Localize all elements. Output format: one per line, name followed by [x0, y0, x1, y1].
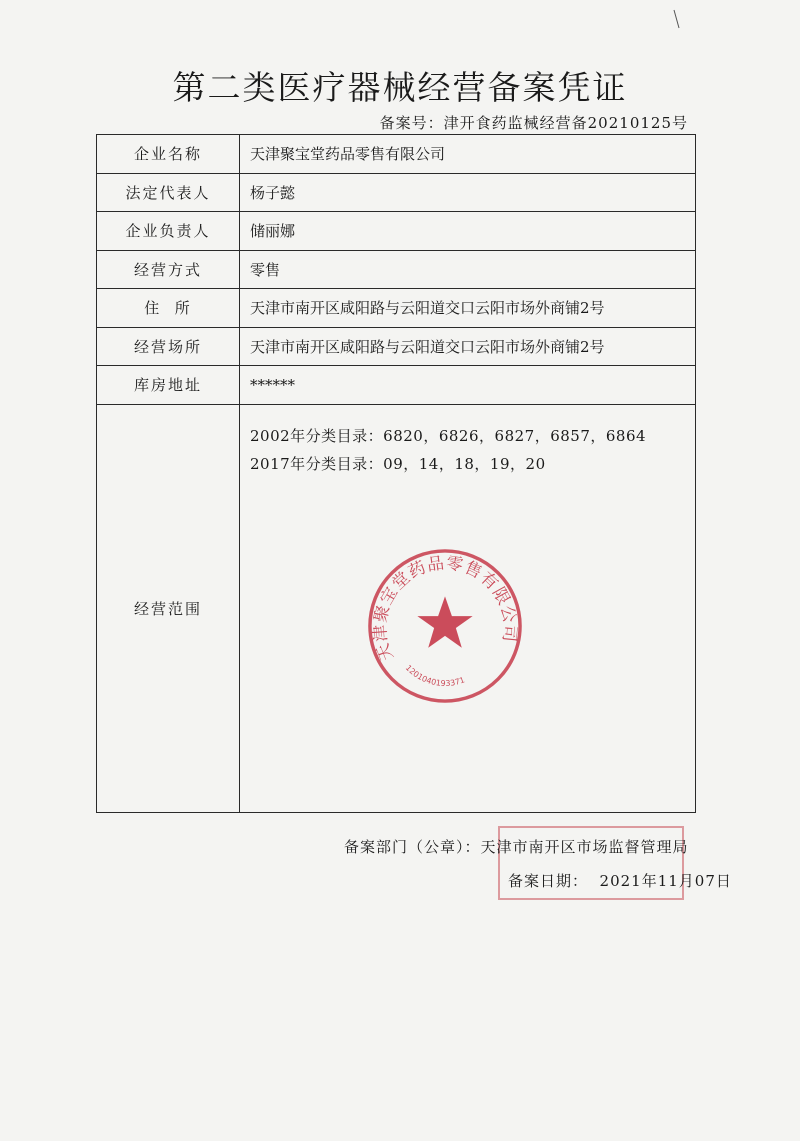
table-row: [97, 366, 696, 405]
table-row: [97, 212, 696, 251]
person-in-charge: 储丽娜: [240, 212, 696, 251]
warehouse-address: ******: [240, 366, 696, 405]
row-label: 经营场所: [97, 327, 240, 366]
row-label: 库房地址: [97, 366, 240, 405]
row-label: 经营方式: [97, 250, 240, 289]
document-title: 第二类医疗器械经营备案凭证: [172, 68, 628, 107]
row-label: 住 所: [97, 289, 240, 328]
scope-2002-line: 2002年分类目录：6820，6826，6827，6857，6864: [250, 426, 647, 445]
business-mode: 零售: [240, 250, 696, 289]
filing-date: 备案日期： 2021年11月07日: [508, 872, 732, 890]
table-row: [97, 289, 696, 328]
svg-text:1201040193371: [404, 663, 466, 688]
residence-address: 天津市南开区咸阳路与云阳道交口云阳市场外商铺2号: [240, 289, 696, 328]
info-table: [96, 134, 696, 813]
row-label: 经营范围: [97, 404, 240, 812]
company-name: 天津聚宝堂药品零售有限公司: [240, 135, 696, 174]
seal-text: 天津聚宝堂药品零售有限公司: [369, 551, 521, 664]
table-row: [97, 173, 696, 212]
company-seal-icon: [366, 547, 524, 705]
row-label: 企业负责人: [97, 212, 240, 251]
business-scope: [240, 404, 696, 812]
row-label: 企业名称: [97, 135, 240, 174]
filing-department: 备案部门（公章）：天津市南开区市场监督管理局: [344, 838, 689, 856]
scope-2017-line: 2017年分类目录：09，14，18，19，20: [250, 454, 546, 473]
business-premises: 天津市南开区咸阳路与云阳道交口云阳市场外商铺2号: [240, 327, 696, 366]
table-row: [97, 135, 696, 174]
scan-mark-icon: [672, 8, 682, 30]
filing-number: 备案号：津开食药监械经营备20210125号: [379, 114, 688, 132]
row-label: 法定代表人: [97, 173, 240, 212]
seal-code: 1201040193371: [403, 662, 466, 688]
table-row: [97, 404, 696, 812]
legal-representative: 杨子懿: [240, 173, 696, 212]
table-row: [97, 327, 696, 366]
table-row: [97, 250, 696, 289]
